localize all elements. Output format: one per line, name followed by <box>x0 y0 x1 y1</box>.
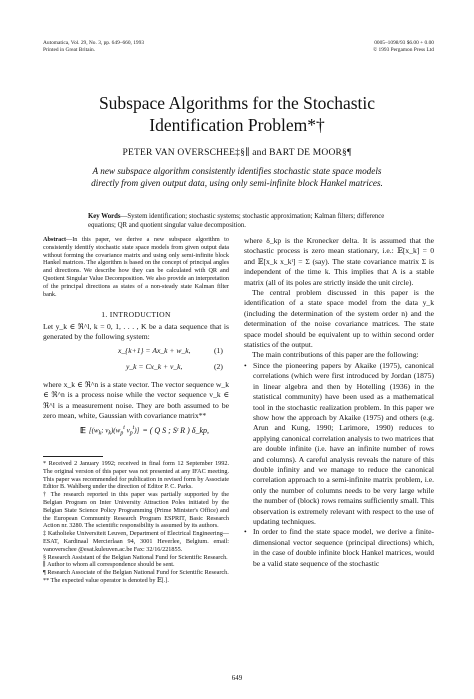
author-line: PETER VAN OVERSCHEE‡§∥ and BART DE MOOR§¶ <box>122 148 352 158</box>
journal-citation <box>43 40 144 54</box>
title-line2: Identification Problem*† <box>149 115 325 135</box>
key-words <box>88 213 386 230</box>
contribution-item-2 <box>244 527 434 569</box>
footnote-affiliation: ‡ Katholieke Universiteit Leuven, Department of Electrical Engineering—ESAT, Kardinaal Mercierlaan 94, 3001 Heverlee, Belgium. email: vanoverschee @esat.kuleuven.ac.be Fax: 32/16/221855. <box>43 530 229 553</box>
expectation-operator: 𝔼 <box>80 426 86 436</box>
copyright-line: © 1993 Pergamon Press Ltd <box>373 47 434 53</box>
equation-2: y_k = Cx_k + v_k, <box>126 362 183 371</box>
intro-paragraph-2: where x_k ∈ ℜ^n is a state vector. The vector sequence w_k ∈ ℜ^n is a process noise while the vector sequence v_k ∈ ℜ^l is a measurement noise. They are both assumed to be zero mean, white, Gaussian with covariance matrix** <box>43 380 229 421</box>
footnote-research-assistant: § Research Assistant of the Belgian National Fund for Scientific Research. <box>43 553 228 561</box>
footnote-received: * Received 2 January 1992; received in final form 12 September 1992. The original version of this paper was not presented at any IFAC meeting. This paper was recommended for publication in revised form by Associate Editor B. Wahlberg under the direction of Editor P. C. Parks. <box>43 460 229 491</box>
right-paragraph-1: where δ_kp is the Kronecker delta. It is assumed that the stochastic process is zero mean stationary, i.e.: 𝔼[x_k] = 0 and 𝔼[x_k x_kᵗ] = Σ (say). The state covariance matrix Σ is independent of the time k. This implies that A is a stable matrix (all of its poles are strictly inside the unit circle). <box>244 236 434 287</box>
paper-title <box>0 92 474 136</box>
summary-statement: A new subspace algorithm consistently identifies stochastic state space models directly from given output data, using only semi-infinite block Hankel matrices. <box>91 166 383 188</box>
journal-line2: Printed in Great Britain. <box>43 47 96 53</box>
footnote-correspondence: ∥ Author to whom all correspondence should be sent. <box>43 561 175 569</box>
footnote-expectation: ** The expected value operator is denoted by 𝔼[.]. <box>43 576 169 584</box>
bullet-icon: • <box>244 360 247 370</box>
abstract-label: Abstract <box>43 236 67 243</box>
contribution-item-1 <box>244 361 434 528</box>
contribution-text-2: In order to find the state space model, we derive a finite-dimensional vector sequence (principal directions) which, in the case of double infinite block Hankel matrices, would be a valid state sequence of the stochastic <box>253 527 434 568</box>
footnote-research-associate: ¶ Research Associate of the Belgian National Fund for Scientific Research. <box>43 569 229 577</box>
journal-line1: Automatica, Vol. 29, No. 3, pp. 649–660, 1993 <box>43 40 145 46</box>
footnote-funding: † The research reported in this paper was partially supported by the Belgian Program on Inter University Attraction Poles initiated by the Belgian State Science Policy Programming (Prime Minister's Office) and the European Community Research Program ESPRIT, Basic Research Action nr. 3280. The scientific responsibility is assumed by its authors. <box>43 491 229 530</box>
right-paragraph-3: The main contributions of this paper are the following: <box>252 350 419 360</box>
footnote-rule <box>43 456 103 457</box>
bullet-icon: • <box>244 527 247 537</box>
title-line1: Subspace Algorithms for the Stochastic <box>98 93 376 113</box>
contribution-text-1: Since the pioneering papers by Akaike (1975), canonical correlations (which were first introduced by Jordan (1875) in linear algebra and then by Hotelling (1936) in the statistical community) have been used as a mathematical tool in the stochastic realization problem. In this paper we show how the approach by Akaike (1975) and others (e.g. Arun and Kung, 1990; Larimore, 1990) reduces to applying canonical correlation analysis to two matrices that are double infinite (i.e. have an infinite number of rows and columns). A careful analysis reveals the nature of this double infinity and we manage to reduce the canonical correlation approach to a semi-infinite matrix problem, i.e. only the number of columns needs to be very large while the number of (block) rows remains sufficiently small. This observation is extremely relevant with respect to the use of updating techniques. <box>253 360 434 526</box>
abstract-text: —In this paper, we derive a new subspace algorithm to consistently identify stochastic state space models from given output data without forming the covariance matrix and using only semi-infinite block Hankel matrices. The algorithm is based on the concept of principal angles and directions. We describe how they can be calculated with QR and Quotient Singular Value Decomposition. We also provide an interpretation of the principal directions as states of a non-steady state Kalman filter bank. <box>43 236 229 298</box>
covariance-rhs: = ( Q S ; Sᵗ R ) δ_kp, <box>142 426 209 436</box>
right-paragraph-2: The central problem discussed in this paper is the identification of a state space model from the data y_k (including the determination of the system order n) and the determination of the noise covariance matrices. The state space model should be equivalent up to within second order statistics of the output. <box>244 288 434 350</box>
covariance-equation <box>80 425 209 437</box>
intro-paragraph-1: Let y_k ∈ ℜ^l, k = 0, 1, . . . , K be a data sequence that is generated by the following system: <box>43 322 229 342</box>
key-words-text: —System identification; stochastic systems; stochastic approximation; Kalman filters; difference equations; QR and quotient singular value decomposition. <box>88 213 385 229</box>
journal-copyright <box>336 40 434 54</box>
footnotes <box>43 460 229 585</box>
right-column <box>244 236 434 569</box>
section-heading-introduction: 1. INTRODUCTION <box>101 310 171 319</box>
equation-1: x_{k+1} = Ax_k + w_k, <box>118 346 191 355</box>
key-words-label: Key Words <box>88 213 121 220</box>
abstract <box>43 236 229 298</box>
equation-2-number: (2) <box>214 362 223 371</box>
covariance-lhs-matrix: [($w_k$; $v_k)(w_p^t$ $v_p^t$)] <box>88 425 140 437</box>
journal-price: 0005–1098/93 $6.00 + 0.00 <box>374 40 434 46</box>
equation-1-number: (1) <box>214 346 223 355</box>
page-number: 649 <box>231 674 243 682</box>
